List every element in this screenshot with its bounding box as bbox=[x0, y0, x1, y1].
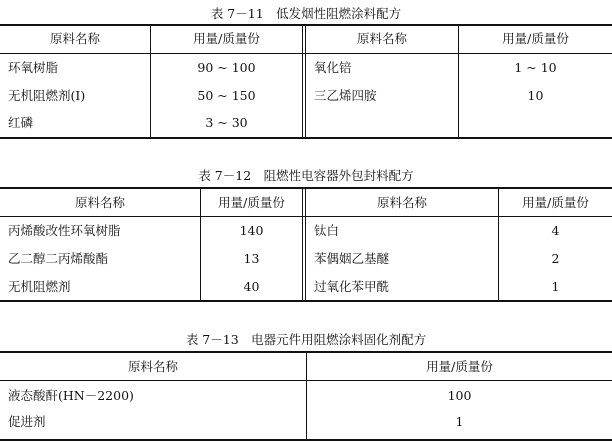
table1-row2-amount-2: 10 bbox=[527, 88, 544, 103]
table1-row1-name-2: 氧化锫 bbox=[314, 60, 352, 75]
table1-header-amount-1: 用量/质量份 bbox=[193, 31, 260, 46]
table2-row1-name-2: 钛白 bbox=[314, 223, 340, 238]
table2-row2-name-1: 乙二醇二丙烯酸酯 bbox=[8, 251, 109, 266]
table3-header-name: 原料名称 bbox=[127, 359, 178, 374]
table2-top-rule bbox=[0, 187, 612, 189]
table3-header-amount: 用量/质量份 bbox=[426, 359, 493, 374]
table1-top-rule bbox=[0, 24, 612, 26]
table2-row1-amount-2: 4 bbox=[551, 223, 560, 238]
table2-caption: 表 7－12 阻燃性电容器外包封料配方 bbox=[198, 168, 414, 183]
table2-bottom-rule bbox=[0, 300, 612, 302]
table1-header-rule bbox=[0, 53, 612, 54]
table2-row1-name-1: 丙烯酸改性环氧树脂 bbox=[8, 223, 121, 238]
table2-row2-amount-2: 2 bbox=[551, 251, 560, 266]
table1-bottom-rule bbox=[0, 137, 612, 139]
table2-row3-amount-2: 1 bbox=[551, 279, 560, 294]
table2-header-name-2: 原料名称 bbox=[376, 195, 427, 210]
table3-row2-name: 促进剂 bbox=[8, 414, 46, 429]
table1-row3-amount-1: 3 ~ 30 bbox=[205, 115, 248, 130]
table1-header-name-2: 原料名称 bbox=[356, 31, 407, 46]
table2-header-rule bbox=[0, 216, 612, 217]
table3-row2-amount: 1 bbox=[455, 414, 464, 429]
table2-header-amount-1: 用量/质量份 bbox=[218, 195, 285, 210]
table1-row1-name-1: 环氧树脂 bbox=[8, 60, 59, 75]
table2-header-name-1: 原料名称 bbox=[74, 195, 125, 210]
table2-header-amount-2: 用量/质量份 bbox=[522, 195, 589, 210]
table3-row1-amount: 100 bbox=[447, 388, 472, 403]
table1-row2-name-2: 三乙烯四胺 bbox=[314, 88, 377, 103]
table1-row3-name-1: 红磷 bbox=[8, 115, 34, 130]
table3-caption: 表 7－13 电器元件用阻燃涂料固化剂配方 bbox=[185, 332, 427, 347]
table2-row3-amount-1: 40 bbox=[243, 279, 260, 294]
table1-header-name-1: 原料名称 bbox=[49, 31, 100, 46]
table2-row3-name-1: 无机阻燃剂 bbox=[8, 279, 71, 294]
table3-row1-name: 液态酸酐(HN－2200) bbox=[8, 388, 134, 403]
table1-caption: 表 7－11 低发烟性阻燃涂料配方 bbox=[210, 6, 402, 21]
table1-row1-amount-2: 1 ~ 10 bbox=[514, 60, 557, 75]
table1-row2-name-1: 无机阻燃剂(Ⅰ) bbox=[8, 88, 86, 103]
table1-row1-amount-1: 90 ~ 100 bbox=[197, 60, 256, 75]
table2-row2-amount-1: 13 bbox=[243, 251, 260, 266]
table1-row2-amount-1: 50 ~ 150 bbox=[197, 88, 256, 103]
table2-row2-name-2: 苯偶姻乙基醚 bbox=[314, 251, 390, 266]
table2-row1-amount-1: 140 bbox=[239, 223, 264, 238]
table2-row3-name-2: 过氧化苯甲酰 bbox=[314, 279, 390, 294]
table3-bottom-rule bbox=[0, 439, 612, 441]
table1-header-amount-2: 用量/质量份 bbox=[502, 31, 569, 46]
